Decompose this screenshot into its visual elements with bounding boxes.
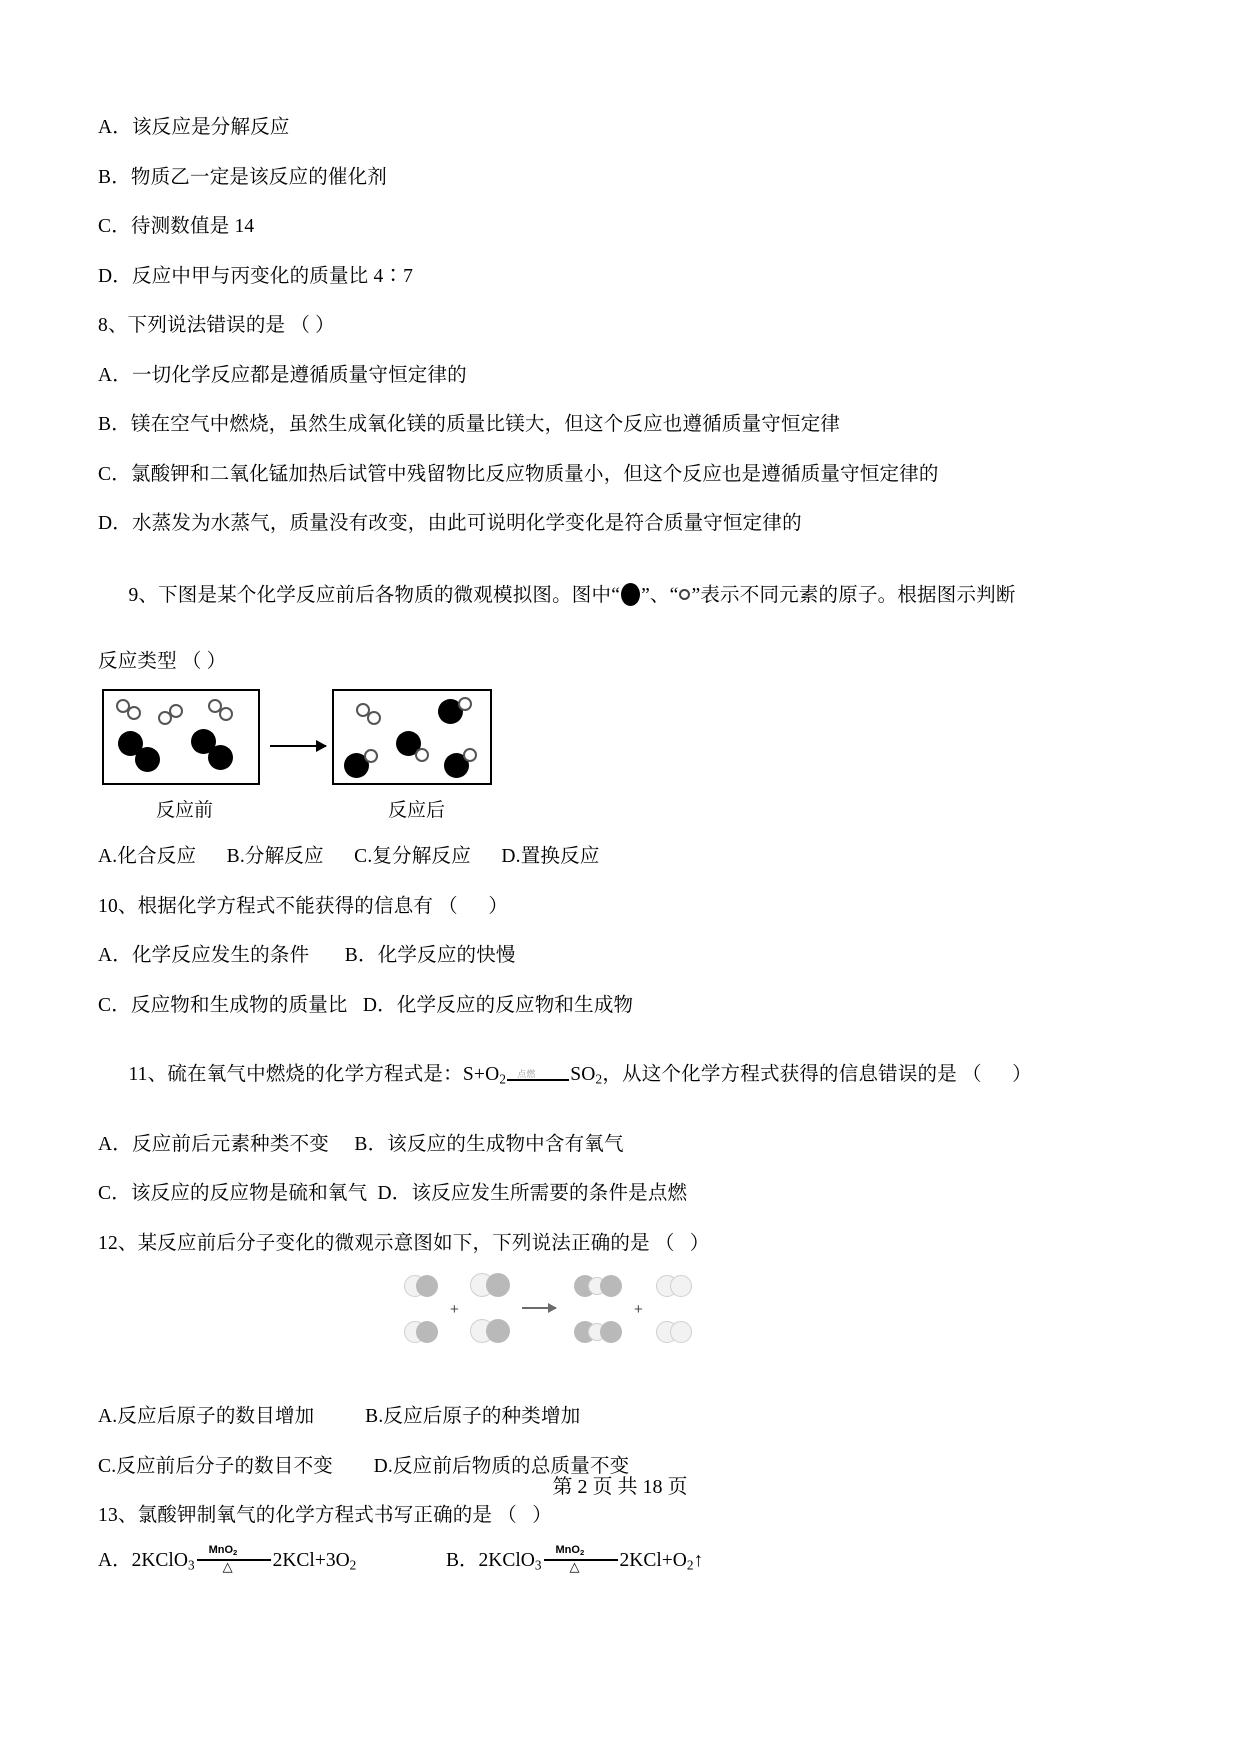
reaction-arrow-icon (270, 745, 326, 747)
grey-atom (486, 1273, 510, 1297)
heat-symbol-icon: △ (569, 1558, 580, 1574)
q13-eq-b-left: 2KClO (478, 1549, 535, 1571)
pale-atom (670, 1321, 692, 1343)
catalyst-arrow-icon (197, 1543, 271, 1574)
q12-option-line-1: A.反应后原子的数目增加 B.反应后原子的种类增加 (98, 1406, 581, 1428)
q11-stem-c: ，从这个化学方程式获得的信息错误的是 （ ） (602, 1063, 1032, 1085)
q9-reaction-diagram (98, 677, 1098, 837)
q13-option-b-label: B． (446, 1549, 479, 1571)
q8-option-d: D．水蒸发为水蒸气，质量没有改变，由此可说明化学变化是符合质量守恒定律的 (98, 513, 802, 534)
gas-up-arrow-icon: ↑ (693, 1549, 704, 1571)
catalyst-label: MnO$_2$ (208, 1543, 238, 1558)
before-reaction-box (102, 689, 260, 785)
q11-option-d: D．该反应发生所需要的条件是点燃 (377, 1183, 688, 1205)
q10-option-line-1: A．化学反应发生的条件 B．化学反应的快慢 (98, 945, 516, 966)
question-11-stem (98, 1045, 1098, 1105)
q12-molecule-group (398, 1269, 738, 1379)
q11-option-line-1 (98, 1135, 1098, 1155)
reaction-arrow-icon (522, 1307, 556, 1309)
grey-atom (600, 1275, 622, 1297)
page-content (98, 118, 1098, 1574)
q8-option-b: B．镁在空气中燃烧，虽然生成氧化镁的质量比镁大，但这个反应也遵循质量守恒定律 (98, 414, 841, 435)
white-atom (415, 748, 429, 762)
after-reaction-box (332, 689, 492, 785)
question-10-stem: 10、根据化学方程式不能获得的信息有 （ ） (98, 895, 509, 917)
before-label: 反应前 (156, 800, 214, 821)
white-atom (364, 749, 378, 763)
q13-eq-a-right: 2KCl+3O (272, 1549, 350, 1571)
q9-options: A.化合反应 B.分解反应 C.复分解反应 D.置换反应 (98, 846, 600, 867)
heat-symbol-icon: △ (222, 1558, 233, 1574)
q13-eq-a-left: 2KClO (131, 1549, 188, 1571)
catalyst-label: MnO$_2$ (555, 1543, 585, 1558)
grey-atom (416, 1275, 438, 1297)
question-12-stem: 12、某反应前后分子变化的微观示意图如下，下列说法正确的是 （ ） (98, 1232, 710, 1254)
grey-atom (486, 1319, 510, 1343)
q12-option-line-2: C.反应前后分子的数目不变 D.反应前后物质的总质量不变 (98, 1455, 630, 1477)
q9-stem-part1: 9、下图是某个化学反应前后各物质的微观模拟图。图中“ (128, 585, 621, 606)
q11-option-line-2 (98, 1184, 1098, 1204)
question-9-stem-line2: 反应类型 （ ） (98, 650, 227, 672)
q13-option-a-label: A． (98, 1549, 132, 1571)
reaction-condition-label: 点燃 (517, 1068, 536, 1079)
q11-option-c: C．该反应的反应物是硫和氧气 (98, 1183, 368, 1205)
q7-option-c: C．待测数值是 14 (98, 216, 255, 237)
q13-eq-a-right-sub: 2 (349, 1557, 357, 1573)
question-8-stem: 8、下列说法错误的是 （ ） (98, 315, 335, 336)
catalyst-arrow-icon (544, 1543, 618, 1574)
q13-eq-b-right-sub: 2 (686, 1557, 694, 1573)
q7-option-a: A．该反应是分解反应 (98, 117, 290, 138)
white-atom (219, 707, 233, 721)
q8-option-a: A．一切化学反应都是遵循质量守恒定律的 (98, 364, 467, 386)
grey-atom (600, 1321, 622, 1343)
q11-stem-a: 11、硫在氧气中燃烧的化学方程式是：S+O (128, 1063, 500, 1085)
q11-sub-1: 2 (499, 1071, 507, 1087)
q9-stem-part2: ”、“ (641, 585, 679, 606)
light-atom-icon (679, 589, 690, 600)
q13-eq-a-left-sub: 3 (187, 1557, 195, 1573)
white-atom (169, 704, 183, 718)
dark-atom-icon (621, 583, 640, 606)
q7-option-d: D．反应中甲与丙变化的质量比 4∶7 (98, 265, 414, 287)
q11-option-b: B．该反应的生成物中含有氧气 (354, 1133, 624, 1155)
q9-stem-part3: ”表示不同元素的原子。根据图示判断 (691, 585, 1016, 606)
white-atom (458, 697, 472, 711)
page-footer: 第 2 页 共 18 页 (552, 1476, 688, 1498)
plus-sign-icon: + (450, 1301, 459, 1319)
reaction-condition-arrow-icon (507, 1066, 569, 1082)
q13-equation-row (98, 1544, 1098, 1574)
white-atom (367, 711, 381, 725)
question-13-stem: 13、氯酸钾制氧气的化学方程式书写正确的是 （ ） (98, 1505, 552, 1527)
q13-eq-b-right: 2KCl+O (619, 1549, 687, 1571)
black-atom (208, 745, 233, 770)
white-atom (127, 706, 141, 720)
q12-molecule-diagram (98, 1269, 1098, 1389)
q13-eq-b-left-sub: 3 (534, 1557, 542, 1573)
white-atom (463, 748, 477, 762)
q7-option-b: B．物质乙一定是该反应的催化剂 (98, 166, 388, 188)
q11-option-a: A．反应前后元素种类不变 (98, 1133, 329, 1155)
grey-atom (416, 1321, 438, 1343)
q10-option-line-2: C．反应物和生成物的质量比 D．化学反应的反应物和生成物 (98, 994, 634, 1016)
plus-sign-icon: + (634, 1301, 643, 1319)
after-label: 反应后 (388, 800, 446, 821)
pale-atom (670, 1275, 692, 1297)
q11-stem-b: SO (570, 1063, 596, 1085)
q11-sub-2: 2 (595, 1071, 603, 1087)
q8-option-c: C．氯酸钾和二氧化锰加热后试管中残留物比反应物质量小，但这个反应也是遵循质量守恒定律的 (98, 463, 939, 485)
question-9-stem (98, 564, 1098, 626)
black-atom (135, 747, 160, 772)
